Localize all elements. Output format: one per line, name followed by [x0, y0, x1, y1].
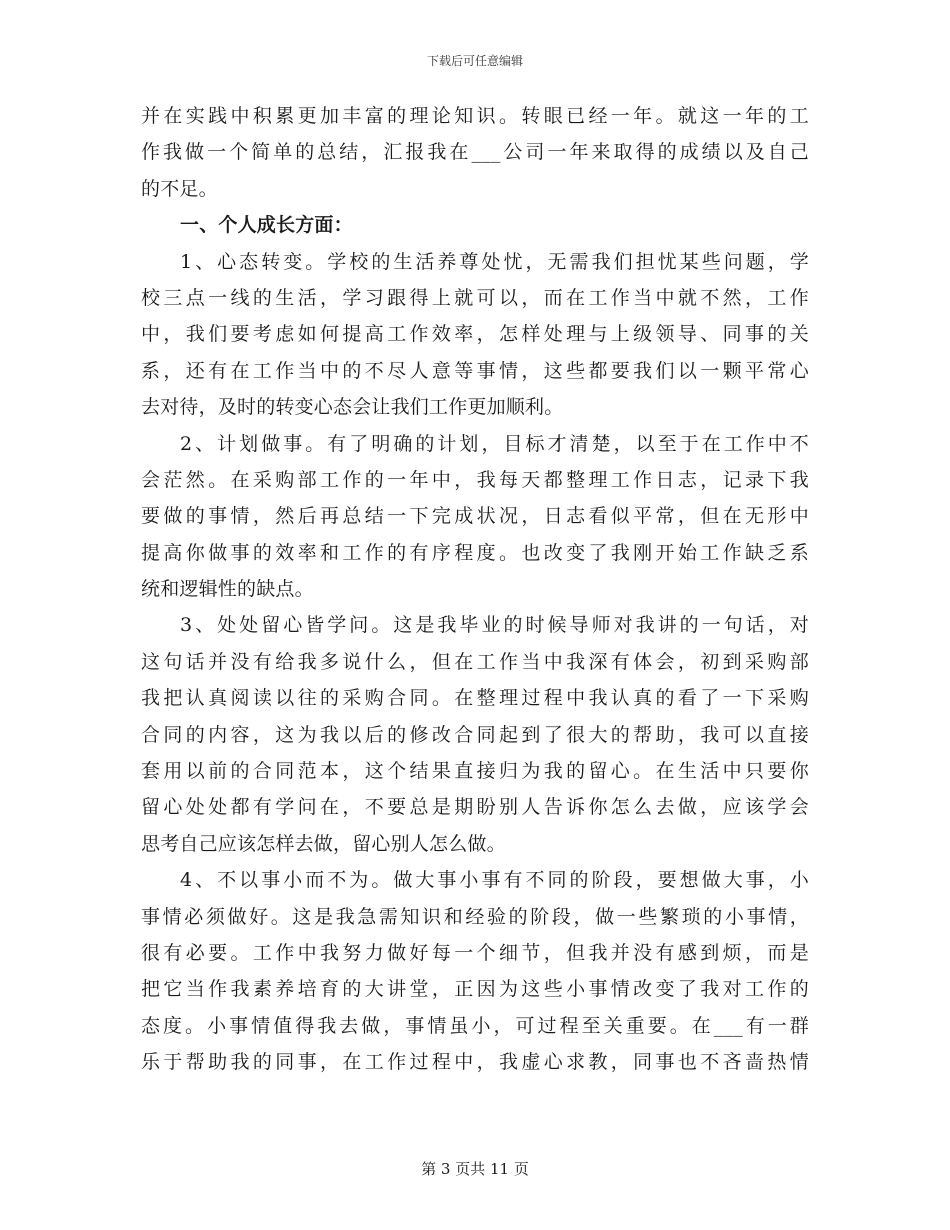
body-line: 把它当作我素养培育的大讲堂，正因为这些小事情改变了我对工作的: [141, 978, 809, 1001]
body-line: 我把认真阅读以往的采购合同。在整理过程中我认真的看了一下采购: [141, 687, 809, 710]
body-line: 统和逻辑性的缺点。: [141, 578, 314, 601]
body-line: 作我做一个简单的总结，汇报我在___公司一年来取得的成绩以及自己: [141, 141, 809, 164]
body-line: 中，我们要考虑如何提高工作效率，怎样处理与上级领导、同事的关: [141, 323, 809, 346]
body-line: 乐于帮助我的同事，在工作过程中，我虚心求教，同事也不吝啬热情: [141, 1051, 809, 1074]
body-line: 合同的内容，这为我以后的修改合同起到了很大的帮助，我可以直接: [141, 723, 809, 746]
body-line: 提高你做事的效率和工作的有序程度。也改变了我刚开始工作缺乏系: [141, 541, 809, 564]
body-line: 并在实践中积累更加丰富的理论知识。转眼已经一年。就这一年的工: [141, 105, 809, 127]
page-footer: 第 3 页共 11 页: [421, 1160, 529, 1178]
body-line: 的不足。: [141, 177, 218, 200]
paragraph-first-line: 2、计划做事。有了明确的计划，目标才清楚，以至于在工作中不: [180, 432, 809, 455]
body-line: 系，还有在工作当中的不尽人意等事情，这些都要我们以一颗平常心: [141, 359, 809, 382]
paragraph-first-line: 3、处处留心皆学问。这是我毕业的时候导师对我讲的一句话，对: [180, 614, 809, 637]
body-line: 态度。小事情值得我去做，事情虽小，可过程至关重要。在___有一群: [141, 1014, 809, 1037]
body-line: 套用以前的合同范本，这个结果直接归为我的留心。在生活中只要你: [141, 760, 809, 783]
body-line: 事情必须做好。这是我急需知识和经验的阶段，做一些繁琐的小事情，: [141, 905, 809, 928]
paragraph-first-line: 4、不以事小而不为。做大事小事有不同的阶段，要想做大事，小: [180, 869, 809, 892]
section-heading: 一、个人成长方面：: [180, 214, 353, 237]
body-line: 很有必要。工作中我努力做好每一个细节，但我并没有感到烦，而是: [141, 941, 809, 964]
body-line: 这句话并没有给我多说什么，但在工作当中我深有体会，初到采购部: [141, 650, 809, 673]
body-line: 去对待，及时的转变心态会让我们工作更加顺利。: [141, 396, 564, 419]
page-header: 下载后可任意编辑: [426, 54, 523, 68]
body-line: 留心处处都有学问在，不要总是期盼别人告诉你怎么去做，应该学会: [141, 796, 809, 819]
body-line: 校三点一线的生活，学习跟得上就可以，而在工作当中就不然，工作: [141, 286, 809, 309]
body-line: 思考自己应该怎样去做，留心别人怎么做。: [141, 832, 506, 855]
document-body: [141, 98, 809, 1081]
body-line: 会茫然。在采购部工作的一年中，我每天都整理工作日志，记录下我: [141, 468, 809, 491]
paragraph-first-line: 1、心态转变。学校的生活养尊处忧，无需我们担忧某些问题，学: [180, 250, 809, 273]
body-line: 要做的事情，然后再总结一下完成状况，日志看似平常，但在无形中: [141, 505, 809, 528]
